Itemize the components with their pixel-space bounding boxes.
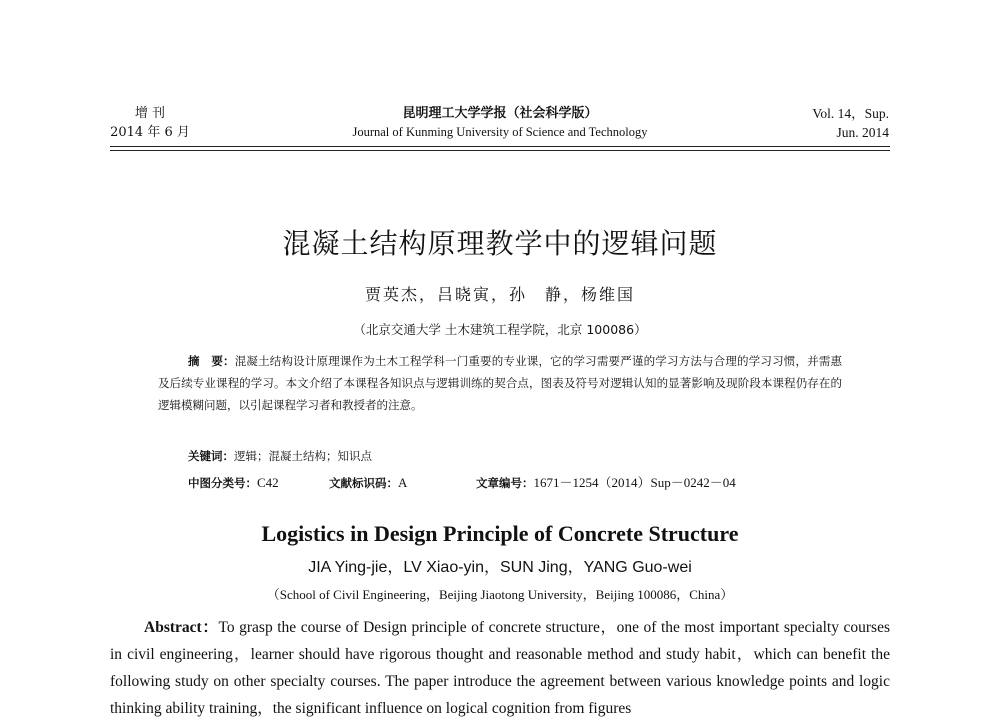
abstract-cn-label: 摘 要：: [188, 354, 235, 368]
affiliation-cn: （北京交通大学 土木建筑工程学院，北京 100086）: [353, 322, 647, 337]
doc-code-label: 文献标识码：: [329, 476, 398, 490]
class-number: [188, 473, 279, 493]
journal-name-en: Journal of Kunming University of Science and Technology: [352, 125, 648, 139]
issue-info: [110, 104, 190, 142]
keywords-cn: [188, 446, 372, 466]
abstract-en-label: Abstract：: [144, 619, 219, 636]
class-label: 中图分类号：: [188, 476, 257, 490]
article-title-en: Logistics in Design Principle of Concrete Structure: [261, 521, 739, 546]
article-title-cn: 混凝土结构原理教学中的逻辑问题: [282, 227, 718, 260]
doc-code-value: A: [398, 475, 408, 490]
volume-date: Jun. 2014: [836, 125, 889, 140]
abstract-cn: [158, 350, 842, 416]
article-number: [476, 473, 736, 493]
journal-name: [300, 104, 700, 142]
keywords-label: 关键词：: [188, 449, 234, 463]
issue-label: 增 刊: [134, 106, 166, 121]
abstract-en-text: To grasp the course of Design principle of concrete structure，one of the most important specialty courses in civil engineering，learner should have rigorous thought and reasonable method and study habit，which can benefit the following study on other specialty courses. The paper introduce the agreement between various knowledge points and logic thinking ability training，the significant influence on logical cognition from figures: [110, 619, 890, 717]
authors-cn: 贾英杰，吕晓寅，孙 静，杨维国: [364, 285, 635, 304]
abstract-cn-text: 混凝土结构设计原理课作为土木工程学科一门重要的专业课，它的学习需要严谨的学习方法与合理的学习习惯，并需惠及后续专业课程的学习。本文介绍了本课程各知识点与逻辑训练的契合点，图表及符号对逻辑认知的显著影响及现阶段本课程仍存在的逻辑模糊问题，以引起课程学习者和教授者的注意。: [158, 354, 843, 412]
header-rule-bottom: [110, 150, 890, 151]
journal-name-cn: 昆明理工大学学报（社会科学版）: [402, 106, 598, 121]
volume-label: Vol. 14，Sup.: [812, 106, 889, 121]
header-rule-top: [110, 146, 890, 147]
volume-info: [749, 104, 889, 142]
article-no-value: 1671－1254（2014）Sup－0242－04: [533, 475, 736, 490]
class-value: C42: [257, 475, 279, 490]
document-code: [329, 473, 407, 493]
issue-date: 2014 年 6 月: [110, 125, 190, 140]
keywords-text: 逻辑；混凝土结构；知识点: [234, 449, 372, 463]
article-no-label: 文章编号：: [476, 476, 534, 490]
authors-en: JIA Ying-jie，LV Xiao-yin，SUN Jing，YANG Guo-wei: [308, 559, 692, 576]
affiliation-en: （School of Civil Engineering，Beijing Jiaotong University，Beijing 100086，China）: [266, 587, 734, 602]
abstract-en: [110, 614, 890, 722]
